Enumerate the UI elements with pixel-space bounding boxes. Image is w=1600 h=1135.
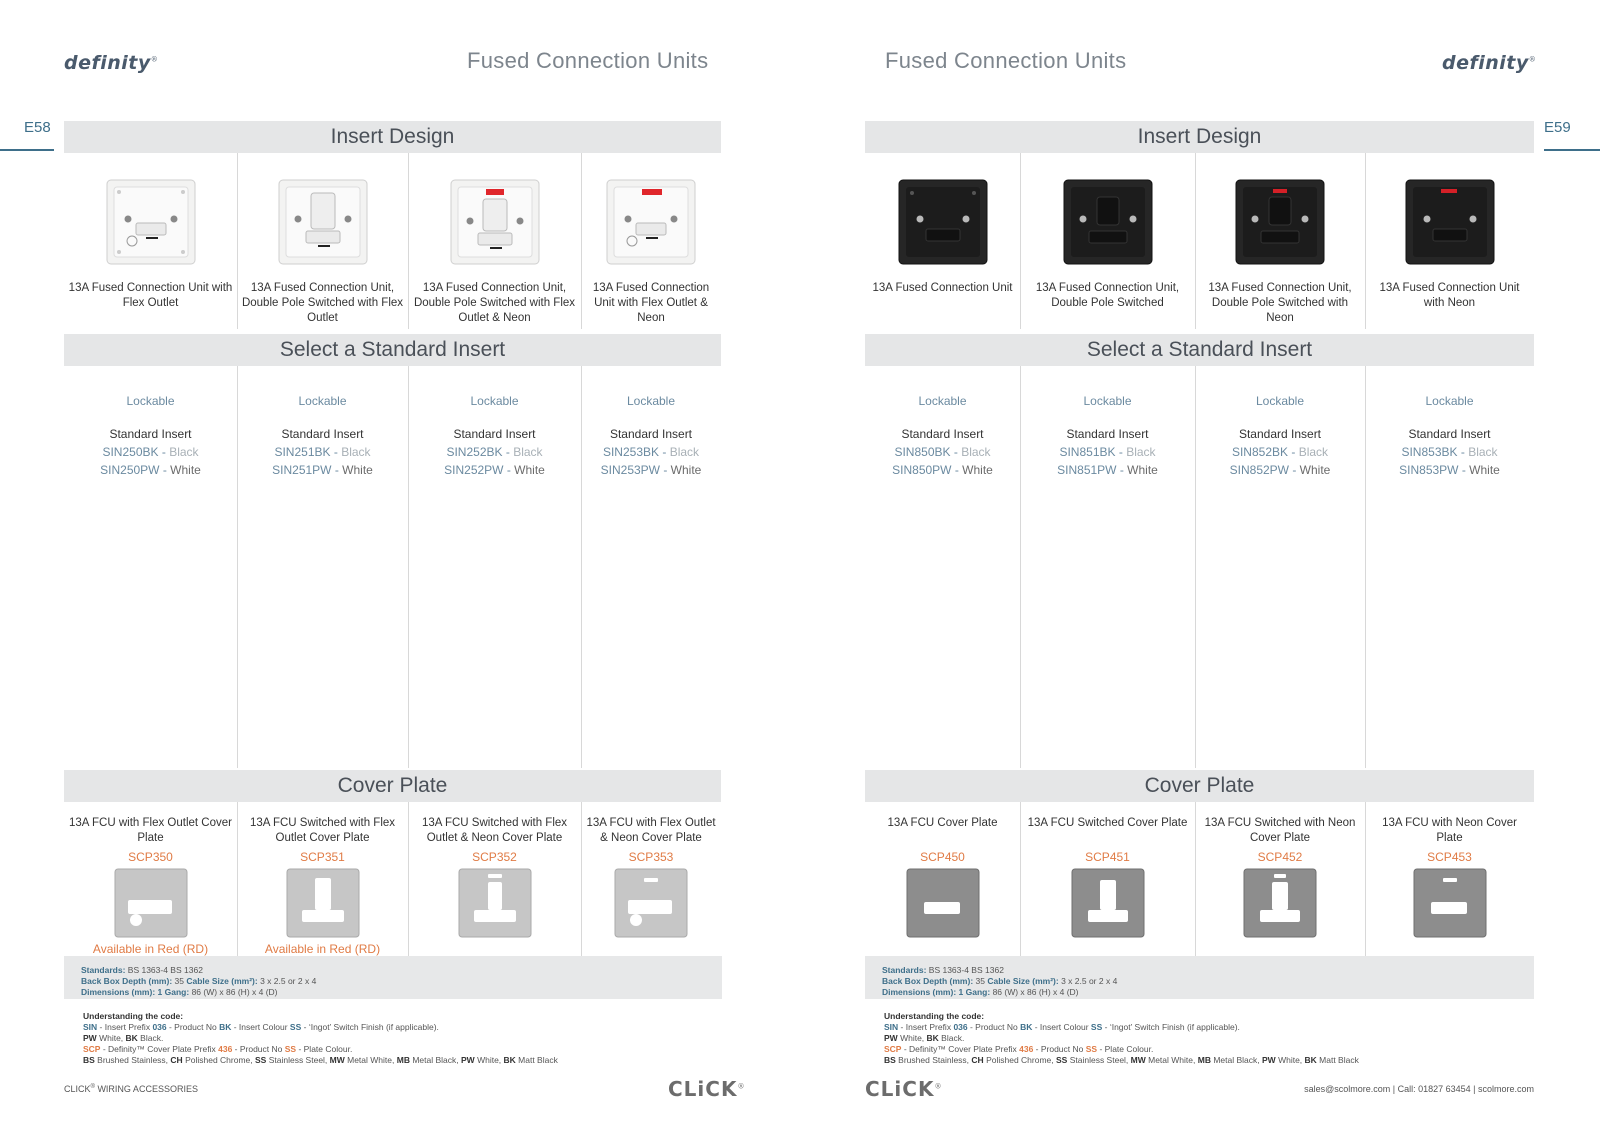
code-token: 436 — [218, 1044, 233, 1054]
dimensions-value: 86 (W) x 86 (H) x 4 (D) — [191, 987, 278, 997]
insert-column — [1020, 153, 1195, 329]
code-desc: - Plate Colour. — [1097, 1044, 1154, 1054]
product-code-white: SIN252PW - White — [444, 463, 545, 477]
fcu-switched-flex-neon-insert-image — [450, 179, 540, 265]
insert-column — [865, 153, 1020, 329]
code-token: SCP — [83, 1044, 101, 1054]
product-code-white: SIN852PW - White — [1229, 463, 1331, 477]
footer-text: CLICK — [64, 1084, 91, 1094]
code: SIN850PW — [892, 463, 952, 477]
select-column — [64, 366, 237, 768]
available-in-red-note: Available in Red (RD) — [264, 942, 381, 956]
code-token: BS — [83, 1055, 95, 1065]
footer-mark: ® — [90, 1084, 95, 1090]
product-code-black: SIN250BK - Black — [102, 445, 199, 459]
code-desc: - ‘Ingot’ Switch Finish (if applicable). — [301, 1022, 439, 1032]
colour: Black — [669, 445, 700, 459]
dimensions-label: Dimensions (mm): — [882, 987, 957, 997]
code-token: SIN — [83, 1022, 98, 1032]
code-token: MB — [1197, 1055, 1211, 1065]
code-token: 436 — [1019, 1044, 1034, 1054]
code: SIN251BK — [274, 445, 331, 459]
insert-design-grid — [865, 153, 1534, 329]
insert-name: 13A Fused Connection Unit, Double Pole Switched with Flex Outlet — [241, 282, 404, 324]
code-legend-line — [884, 1055, 1584, 1066]
cover-plate-name: 13A FCU Cover Plate — [887, 817, 998, 829]
page-number-rule — [0, 149, 54, 151]
cover-column — [1365, 802, 1534, 956]
code-desc: White, — [96, 1033, 126, 1043]
code-token: BK — [503, 1055, 516, 1065]
back-box-line — [81, 976, 722, 987]
dimensions-line — [882, 987, 1534, 998]
code-desc: - Definity™ Cover Plate Prefix — [901, 1044, 1020, 1054]
click-logo-text: CLiCK — [865, 1077, 935, 1101]
code-token: BS — [884, 1055, 896, 1065]
colour: Black — [341, 445, 371, 459]
select-insert-header: Select a Standard Insert — [865, 334, 1534, 366]
standard-insert-label: Standard Insert — [1066, 427, 1149, 441]
click-logo — [668, 1077, 745, 1101]
dimensions-value: 86 (W) x 86 (H) x 4 (D) — [992, 987, 1079, 997]
cover-column — [408, 802, 581, 956]
cover-plate-code: SCP451 — [1085, 850, 1130, 864]
cable-size-value: 3 x 2.5 or 2 x 4 — [1061, 976, 1118, 986]
page-number-rule — [1544, 149, 1600, 151]
cover-plate-name: 13A FCU Switched with Flex Outlet & Neon Cover Plate — [421, 817, 568, 844]
back-box-line — [882, 976, 1534, 987]
code: SIN252PW — [444, 463, 504, 477]
code-token: PW — [83, 1033, 97, 1043]
code-token: PW — [884, 1033, 898, 1043]
standard-insert-label: Standard Insert — [453, 427, 536, 441]
code-token: SS — [289, 1022, 302, 1032]
code-desc: Brushed Stainless, — [895, 1055, 972, 1065]
cover-plate-code: SCP352 — [472, 850, 517, 864]
code-token: BK — [125, 1033, 138, 1043]
cover-plate-code: SCP350 — [128, 850, 173, 864]
back-box-value: 35 — [975, 976, 985, 986]
code-token: CH — [170, 1055, 183, 1065]
cover-plate-code: SCP453 — [1427, 850, 1472, 864]
fcu-flex-outlet-insert-image — [106, 179, 196, 265]
code-token: 036 — [953, 1022, 968, 1032]
code-desc: Metal Black, — [1210, 1055, 1262, 1065]
code-desc: Metal White, — [344, 1055, 397, 1065]
fcu-switched-neon-black-insert-image — [1235, 179, 1325, 265]
standard-insert-label: Standard Insert — [1408, 427, 1491, 441]
cover-plate-name: 13A FCU with Neon Cover Plate — [1382, 817, 1517, 844]
specifications-box — [64, 956, 722, 999]
fcu-neon-cover-plate-image — [1413, 868, 1487, 938]
code-desc: - Product No — [1033, 1044, 1086, 1054]
page-title: Fused Connection Units — [885, 48, 1127, 73]
code-token: CH — [971, 1055, 984, 1065]
cover-column — [1020, 802, 1195, 956]
dimensions-label: Dimensions (mm): — [81, 987, 156, 997]
code: SIN851PW — [1057, 463, 1117, 477]
colour: White — [514, 463, 545, 477]
click-logo — [865, 1077, 942, 1101]
code: SIN853PW — [1399, 463, 1459, 477]
code-desc: - ‘Ingot’ Switch Finish (if applicable). — [1102, 1022, 1240, 1032]
code-desc: Stainless Steel, — [266, 1055, 330, 1065]
insert-column — [237, 153, 408, 329]
code: SIN252BK — [446, 445, 503, 459]
select-column — [865, 366, 1020, 768]
insert-name: 13A Fused Connection Unit with Flex Outlet & Neon — [592, 282, 710, 324]
cable-size-value: 3 x 2.5 or 2 x 4 — [260, 976, 317, 986]
code-token: SS — [1056, 1055, 1068, 1065]
code-legend — [884, 1011, 1584, 1066]
fcu-cover-plate-image — [906, 868, 980, 938]
code-desc: - Insert Colour — [231, 1022, 290, 1032]
colour: White — [962, 463, 993, 477]
product-code-white: SIN250PW - White — [100, 463, 201, 477]
cover-plate-code: SCP353 — [628, 850, 674, 864]
insert-design-grid — [64, 153, 721, 329]
code-desc: Stainless Steel, — [1067, 1055, 1131, 1065]
cable-size-label: Cable Size (mm²): — [987, 976, 1059, 986]
fcu-switched-cover-plate-image — [1071, 868, 1145, 938]
product-code-black: SIN853BK - Black — [1401, 445, 1498, 459]
code-desc: White, — [474, 1055, 504, 1065]
page-number: E58 — [24, 119, 51, 136]
code-token: MB — [396, 1055, 410, 1065]
standard-insert-label: Standard Insert — [281, 427, 364, 441]
code-desc: - Insert Prefix — [898, 1022, 954, 1032]
colour: Black — [961, 445, 991, 459]
code: SIN250BK — [102, 445, 159, 459]
insert-column — [1365, 153, 1534, 329]
cable-size-label: Cable Size (mm²): — [186, 976, 258, 986]
code-desc: - Plate Colour. — [296, 1044, 353, 1054]
colour: Black — [513, 445, 543, 459]
page-title: Fused Connection Units — [467, 48, 709, 73]
click-logo-mark: ® — [934, 1082, 943, 1091]
code: SIN853BK — [1401, 445, 1458, 459]
standard-insert-label: Standard Insert — [109, 427, 192, 441]
cover-plate-code: SCP351 — [300, 850, 345, 864]
code-token: SIN — [884, 1022, 899, 1032]
code-desc: Brushed Stainless, — [94, 1055, 171, 1065]
code-legend-line — [884, 1044, 1584, 1055]
standards-value: BS 1363-4 BS 1362 — [928, 965, 1004, 975]
lockable-label: Lockable — [470, 394, 519, 408]
footer-contact: sales@scolmore.com | Call: 01827 63454 | scolmore.com — [1304, 1084, 1534, 1094]
code: SIN851BK — [1059, 445, 1116, 459]
colour: White — [1127, 463, 1158, 477]
lockable-label: Lockable — [1255, 394, 1305, 408]
select-column — [1020, 366, 1195, 768]
lockable-label: Lockable — [918, 394, 967, 408]
code-desc: - Product No — [232, 1044, 285, 1054]
insert-name: 13A Fused Connection Unit, Double Pole Switched with Neon — [1208, 282, 1352, 324]
code-legend-line — [83, 1033, 783, 1044]
fcu-switched-black-insert-image — [1063, 179, 1153, 265]
switched-flex-outlet-cover-plate-image — [286, 868, 360, 938]
code-legend-line — [83, 1044, 783, 1055]
back-box-value: 35 — [174, 976, 184, 986]
logo-text: definity — [64, 52, 151, 74]
code-token: SS — [255, 1055, 267, 1065]
colour: Black — [1126, 445, 1156, 459]
click-logo-text: CLiCK — [668, 1077, 738, 1101]
code-desc: Metal Black, — [409, 1055, 461, 1065]
insert-column — [408, 153, 581, 329]
colour: Black — [1298, 445, 1329, 459]
insert-column — [581, 153, 721, 329]
select-column — [408, 366, 581, 768]
lockable-label: Lockable — [1425, 394, 1474, 408]
lockable-label: Lockable — [626, 394, 676, 408]
standards-line — [81, 965, 722, 976]
code-desc: - Definity™ Cover Plate Prefix — [100, 1044, 219, 1054]
standard-insert-label: Standard Insert — [1238, 427, 1322, 441]
code-desc: White, — [1275, 1055, 1305, 1065]
code: SIN253PW — [600, 463, 660, 477]
code-token: PW — [461, 1055, 475, 1065]
insert-column — [64, 153, 237, 329]
code: SIN852PW — [1229, 463, 1289, 477]
gang-label: 1 Gang: — [958, 987, 991, 997]
cover-column — [865, 802, 1020, 956]
code-token: PW — [1262, 1055, 1276, 1065]
product-code-black: SIN252BK - Black — [446, 445, 543, 459]
code-desc: White, — [897, 1033, 927, 1043]
select-insert-grid — [865, 366, 1534, 768]
product-code-black: SIN850BK - Black — [894, 445, 991, 459]
code: SIN251PW — [272, 463, 332, 477]
flex-neon-cover-plate-image — [614, 868, 688, 938]
colour: White — [670, 463, 702, 477]
fcu-neon-black-insert-image — [1405, 179, 1495, 265]
select-insert-header: Select a Standard Insert — [64, 334, 721, 366]
standard-insert-label: Standard Insert — [609, 427, 693, 441]
code-desc: Black. — [137, 1033, 164, 1043]
product-code-black: SIN253BK - Black — [602, 445, 700, 459]
colour: Black — [1468, 445, 1498, 459]
code-token: SS — [1085, 1044, 1098, 1054]
code-desc: Matt Black — [515, 1055, 558, 1065]
product-code-white: SIN853PW - White — [1399, 463, 1500, 477]
code-legend-heading: Understanding the code: — [884, 1011, 985, 1021]
standards-label: Standards: — [81, 965, 126, 975]
code-token: BK — [219, 1022, 232, 1032]
switched-flex-neon-cover-plate-image — [458, 868, 532, 938]
lockable-label: Lockable — [126, 394, 175, 408]
insert-name: 13A Fused Connection Unit with Neon — [1379, 282, 1520, 309]
cover-plate-name: 13A FCU with Flex Outlet & Neon Cover Plate — [586, 817, 716, 844]
code: SIN253BK — [602, 445, 660, 459]
select-column — [237, 366, 408, 768]
fcu-black-insert-image — [898, 179, 988, 265]
logo-mark: ® — [150, 55, 159, 64]
insert-column — [1195, 153, 1365, 329]
brand-logo — [64, 52, 158, 74]
product-code-black: SIN851BK - Black — [1059, 445, 1156, 459]
standards-line — [882, 965, 1534, 976]
colour: White — [1299, 463, 1331, 477]
cover-plate-code: SCP452 — [1257, 850, 1303, 864]
code-legend — [83, 1011, 783, 1066]
footer-brand-text — [64, 1084, 198, 1094]
code-token: MW — [1130, 1055, 1146, 1065]
code-token: SS — [284, 1044, 297, 1054]
insert-name: 13A Fused Connection Unit with Flex Outlet — [68, 282, 233, 309]
colour: White — [342, 463, 373, 477]
code: SIN850BK — [894, 445, 951, 459]
gang-label: 1 Gang: — [157, 987, 190, 997]
product-code-white: SIN253PW - White — [600, 463, 702, 477]
code-token: BK — [1020, 1022, 1033, 1032]
code-desc: Polished Chrome, — [983, 1055, 1056, 1065]
brand-logo — [1442, 52, 1536, 74]
code-legend-heading: Understanding the code: — [83, 1011, 184, 1021]
select-column — [1365, 366, 1534, 768]
cover-plate-grid — [865, 802, 1534, 956]
cover-column — [1195, 802, 1365, 956]
cover-plate-name: 13A FCU Switched Cover Plate — [1027, 817, 1188, 829]
insert-name: 13A Fused Connection Unit, Double Pole Switched — [1035, 282, 1180, 309]
code-desc: - Insert Prefix — [97, 1022, 153, 1032]
flex-outlet-cover-plate-image — [114, 868, 188, 938]
product-code-white: SIN251PW - White — [272, 463, 373, 477]
code-legend-line — [884, 1033, 1584, 1044]
code-desc: - Insert Colour — [1032, 1022, 1091, 1032]
colour: White — [170, 463, 201, 477]
fcu-flex-neon-insert-image — [606, 179, 696, 265]
product-code-white: SIN850PW - White — [892, 463, 993, 477]
select-insert-grid — [64, 366, 721, 768]
logo-text: definity — [1442, 52, 1529, 74]
code-legend-line — [83, 1022, 783, 1033]
lockable-label: Lockable — [298, 394, 347, 408]
code: SIN250PW — [100, 463, 160, 477]
code-token: SS — [1090, 1022, 1103, 1032]
code-token: MW — [329, 1055, 345, 1065]
footer-text: WIRING ACCESSORIES — [94, 1084, 198, 1094]
dimensions-line — [81, 987, 722, 998]
cover-plate-header: Cover Plate — [64, 770, 721, 802]
colour: White — [1469, 463, 1500, 477]
cover-plate-grid — [64, 802, 721, 956]
specifications-box — [865, 956, 1534, 999]
standard-insert-label: Standard Insert — [901, 427, 984, 441]
cover-plate-name: 13A FCU Switched with Neon Cover Plate — [1204, 817, 1356, 844]
code-token: 036 — [152, 1022, 167, 1032]
code-desc: Polished Chrome, — [182, 1055, 255, 1065]
product-code-black: SIN852BK - Black — [1231, 445, 1329, 459]
code-desc: Metal White, — [1145, 1055, 1198, 1065]
code-desc: - Product No — [166, 1022, 220, 1032]
insert-name: 13A Fused Connection Unit — [872, 282, 1013, 294]
select-column — [581, 366, 721, 768]
code-desc: - Product No — [967, 1022, 1021, 1032]
cover-plate-name: 13A FCU Switched with Flex Outlet Cover Plate — [249, 817, 396, 844]
code-legend-line — [83, 1055, 783, 1066]
click-logo-mark: ® — [737, 1082, 746, 1091]
logo-mark: ® — [1528, 55, 1537, 64]
code-token: SCP — [884, 1044, 902, 1054]
cover-plate-header: Cover Plate — [865, 770, 1534, 802]
fcu-switched-neon-cover-plate-image — [1243, 868, 1317, 938]
standards-value: BS 1363-4 BS 1362 — [127, 965, 203, 975]
back-box-label: Back Box Depth (mm): — [882, 976, 974, 986]
cover-column — [581, 802, 721, 956]
code: SIN852BK — [1231, 445, 1289, 459]
insert-design-header: Insert Design — [64, 121, 721, 153]
fcu-switched-flex-outlet-insert-image — [278, 179, 368, 265]
back-box-label: Back Box Depth (mm): — [81, 976, 173, 986]
insert-name: 13A Fused Connection Unit, Double Pole Switched with Flex Outlet & Neon — [413, 282, 576, 324]
code-desc: Black. — [938, 1033, 965, 1043]
available-in-red-note: Available in Red (RD) — [92, 942, 209, 956]
page-number: E59 — [1544, 119, 1571, 136]
right-page — [800, 0, 1600, 1135]
product-code-white: SIN851PW - White — [1057, 463, 1158, 477]
product-code-black: SIN251BK - Black — [274, 445, 371, 459]
cover-plate-code: SCP450 — [920, 850, 965, 864]
lockable-label: Lockable — [1083, 394, 1132, 408]
code-legend-line — [884, 1022, 1584, 1033]
colour: Black — [169, 445, 199, 459]
cover-column — [64, 802, 237, 956]
standards-label: Standards: — [882, 965, 927, 975]
cover-column — [237, 802, 408, 956]
insert-design-header: Insert Design — [865, 121, 1534, 153]
cover-plate-name: 13A FCU with Flex Outlet Cover Plate — [69, 817, 232, 844]
code-token: BK — [926, 1033, 939, 1043]
select-column — [1195, 366, 1365, 768]
code-desc: Matt Black — [1316, 1055, 1359, 1065]
code-token: BK — [1304, 1055, 1317, 1065]
